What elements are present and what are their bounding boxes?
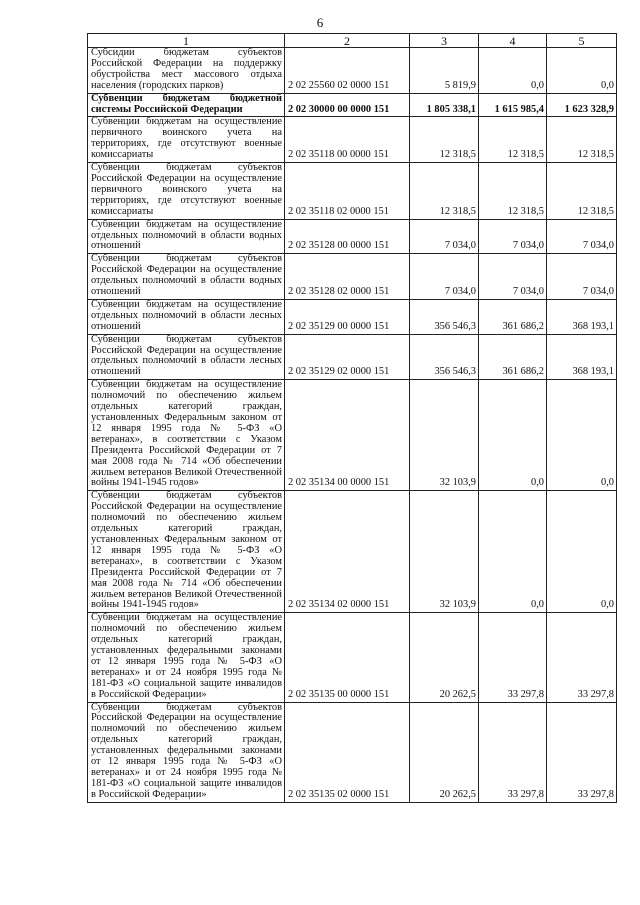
- row-value-2021: 7 034,0: [547, 219, 617, 254]
- row-value-2019: 32 103,9: [410, 380, 479, 491]
- row-name: Субвенции бюджетам на осуществление отдельных полномочий в области лесных отношений: [88, 299, 285, 334]
- row-code: 2 02 35134 02 0000 151: [285, 491, 410, 613]
- budget-table: [87, 33, 617, 803]
- row-code: 2 02 35118 00 0000 151: [285, 117, 410, 163]
- row-value-2020: 33 297,8: [479, 702, 547, 802]
- table-row: [88, 334, 617, 380]
- row-code: 2 02 35135 02 0000 151: [285, 702, 410, 802]
- row-code: 2 02 35129 02 0000 151: [285, 334, 410, 380]
- row-value-2020: 7 034,0: [479, 219, 547, 254]
- row-value-2021: 0,0: [547, 491, 617, 613]
- row-value-2020: 361 686,2: [479, 299, 547, 334]
- row-name: Субсидии бюджетам субъектов Российской Федерации на поддержку обустройства мест массового отдыха населения (городских парков): [88, 48, 285, 94]
- row-value-2019: 7 034,0: [410, 254, 479, 300]
- row-value-2021: 0,0: [547, 380, 617, 491]
- page-number: 6: [316, 15, 324, 30]
- row-code: 2 02 35118 02 0000 151: [285, 163, 410, 220]
- row-value-2021: 0,0: [547, 48, 617, 94]
- row-name: Субвенции бюджетам на осуществление полномочий по обеспечению жильем отдельных категорий граждан, установленных федеральными законами от 12 января 1995 года № 5-ФЗ «О ветеранах» и от 24 ноября 1995 года № 181-ФЗ «О социальной защите инвалидов в Российской Федерации»: [88, 613, 285, 702]
- row-value-2021: 12 318,5: [547, 117, 617, 163]
- row-name: Субвенции бюджетам субъектов Российской Федерации на осуществление полномочий по обеспечению жильем отдельных категорий граждан, установленных федеральными законами от 12 января 1995 года № 5-ФЗ «О ветеранах» и от 24 ноября 1995 года № 181-ФЗ «О социальной защите инвалидов в Российской Федерации»: [88, 702, 285, 802]
- row-value-2019: 32 103,9: [410, 491, 479, 613]
- table-row: [88, 613, 617, 702]
- row-value-2019: 5 819,9: [410, 48, 479, 94]
- table-row: [88, 702, 617, 802]
- row-value-2019: 12 318,5: [410, 163, 479, 220]
- row-value-2019: 356 546,3: [410, 334, 479, 380]
- row-value-2021: 1 623 328,9: [547, 93, 617, 117]
- table-row: [88, 93, 617, 117]
- row-value-2019: 20 262,5: [410, 613, 479, 702]
- table-row: [88, 117, 617, 163]
- column-header: 3: [410, 34, 479, 48]
- table-row: [88, 380, 617, 491]
- row-value-2020: 0,0: [479, 491, 547, 613]
- table-row: [88, 299, 617, 334]
- table-row: [88, 254, 617, 300]
- row-name: Субвенции бюджетам бюджетной системы Российской Федерации: [88, 93, 285, 117]
- row-value-2020: 7 034,0: [479, 254, 547, 300]
- row-value-2020: 33 297,8: [479, 613, 547, 702]
- row-code: 2 02 30000 00 0000 151: [285, 93, 410, 117]
- row-code: 2 02 35134 00 0000 151: [285, 380, 410, 491]
- table-row: [88, 219, 617, 254]
- row-name: Субвенции бюджетам на осуществление отдельных полномочий в области водных отношений: [88, 219, 285, 254]
- column-header: 2: [285, 34, 410, 48]
- row-value-2021: 368 193,1: [547, 299, 617, 334]
- row-value-2021: 12 318,5: [547, 163, 617, 220]
- row-value-2020: 12 318,5: [479, 117, 547, 163]
- row-value-2019: 356 546,3: [410, 299, 479, 334]
- row-name: Субвенции бюджетам субъектов Российской Федерации на осуществление первичного воинского учета на территориях, где отсутствуют военные комиссариаты: [88, 163, 285, 220]
- row-name: Субвенции бюджетам на осуществление полномочий по обеспечению жильем отдельных категорий граждан, установленных Федеральным законом от 12 января 1995 года № 5-ФЗ «О ветеранах», в соответствии с Указом Президента Российской Федерации от 7 мая 2008 года № 714 «Об обеспечении жильем ветеранов Великой Отечественной войны 1941-1945 годов»: [88, 380, 285, 491]
- table-row: [88, 48, 617, 94]
- row-value-2020: 12 318,5: [479, 163, 547, 220]
- column-header: 4: [479, 34, 547, 48]
- row-value-2019: 12 318,5: [410, 117, 479, 163]
- row-value-2019: 1 805 338,1: [410, 93, 479, 117]
- row-code: 2 02 35135 00 0000 151: [285, 613, 410, 702]
- row-code: 2 02 35128 00 0000 151: [285, 219, 410, 254]
- row-value-2020: 361 686,2: [479, 334, 547, 380]
- table-row: [88, 163, 617, 220]
- row-value-2020: 1 615 985,4: [479, 93, 547, 117]
- row-name: Субвенции бюджетам субъектов Российской Федерации на осуществление полномочий по обеспечению жильем отдельных категорий граждан, установленных Федеральным законом от 12 января 1995 года № 5-ФЗ «О ветеранах», в соответствии с Указом Президента Российской Федерации от 7 мая 2008 года № 714 «Об обеспечении жильем ветеранов Великой Отечественной войны 1941-1945 годов»: [88, 491, 285, 613]
- row-name: Субвенции бюджетам субъектов Российской Федерации на осуществление отдельных полномочий в области лесных отношений: [88, 334, 285, 380]
- table-header-row: [88, 34, 617, 48]
- column-header: 1: [88, 34, 285, 48]
- column-header: 5: [547, 34, 617, 48]
- row-name: Субвенции бюджетам субъектов Российской Федерации на осуществление отдельных полномочий в области водных отношений: [88, 254, 285, 300]
- row-code: 2 02 35129 00 0000 151: [285, 299, 410, 334]
- table-row: [88, 491, 617, 613]
- row-value-2021: 7 034,0: [547, 254, 617, 300]
- row-code: 2 02 25560 02 0000 151: [285, 48, 410, 94]
- row-value-2019: 20 262,5: [410, 702, 479, 802]
- row-value-2021: 33 297,8: [547, 613, 617, 702]
- row-value-2021: 33 297,8: [547, 702, 617, 802]
- row-value-2020: 0,0: [479, 48, 547, 94]
- row-code: 2 02 35128 02 0000 151: [285, 254, 410, 300]
- row-name: Субвенции бюджетам на осуществление первичного воинского учета на территориях, где отсутствуют военные комиссариаты: [88, 117, 285, 163]
- row-value-2020: 0,0: [479, 380, 547, 491]
- row-value-2021: 368 193,1: [547, 334, 617, 380]
- row-value-2019: 7 034,0: [410, 219, 479, 254]
